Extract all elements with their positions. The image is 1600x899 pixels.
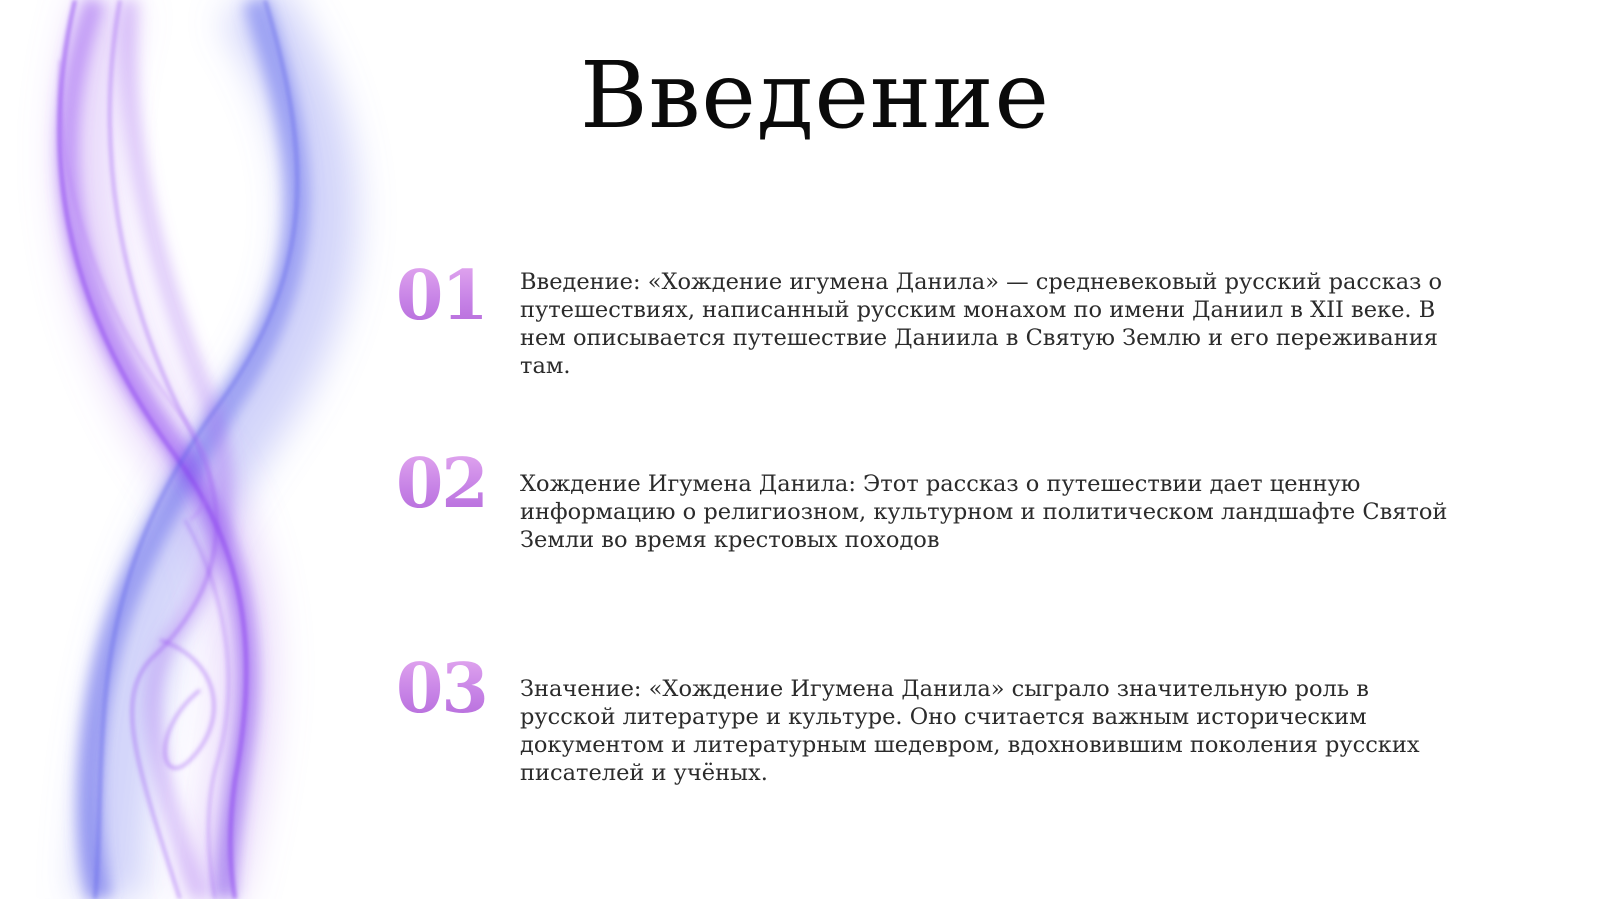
item-text: Введение: «Хождение игумена Данила» — средневековый русский рассказ о путешествиях, написанный русским монахом по имени Даниил в XII веке. В нем описывается путешествие Даниила в Святую Землю и его переживания там. [520,269,1443,379]
item-text: Хождение Игумена Данила: Этот рассказ о путешествии дает ценную информацию о религиозном, культурном и политическом ландшафте Святой Земли во время крестовых походов [520,471,1448,553]
item-number: 03 [396,649,487,729]
slide-title: Введение [579,42,1051,149]
item-number: 01 [396,256,487,336]
item-number: 02 [396,444,487,524]
item-text: Значение: «Хождение Игумена Данила» сыграло значительную роль в русской литературе и культуре. Оно считается важным историческим документом и литературным шедевром, вдохновившим поколения русских писателей и учёных. [520,676,1420,786]
